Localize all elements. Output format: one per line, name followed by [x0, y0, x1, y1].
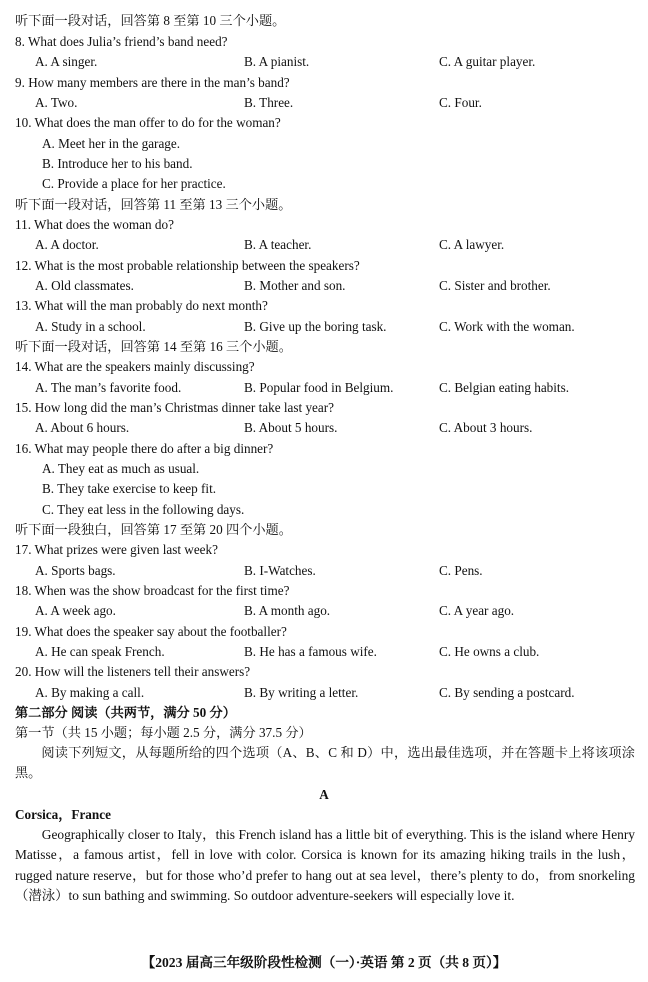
question-stem: 12. What is the most probable relationship between the speakers?	[15, 258, 360, 273]
option-row	[35, 93, 633, 113]
question-stem: 20. How will the listeners tell their answers?	[15, 664, 251, 679]
option-c: C. Belgian eating habits.	[439, 380, 570, 395]
question-stem: 13. What will the man probably do next month?	[15, 298, 268, 313]
question-stem: 10. What does the man offer to do for the woman?	[15, 115, 281, 130]
instruction: 阅读下列短文，从每题所给的四个选项（A、B、C 和 D）中，选出最佳选项，并在答题卡上将该项涂黑。	[15, 745, 635, 781]
option-row	[35, 52, 633, 72]
section-header: 听下面一段独白，回答第 17 至第 20 四个小题。	[15, 522, 292, 537]
option-row	[35, 418, 633, 438]
option-c: C. Sister and brother.	[439, 278, 551, 293]
option-c: C. A guitar player.	[439, 54, 536, 69]
option-b: B. They take exercise to keep fit.	[42, 481, 217, 496]
option-row	[35, 317, 633, 337]
section-header: 听下面一段对话，回答第 11 至第 13 三个小题。	[15, 197, 292, 212]
question-stem: 15. How long did the man’s Christmas dinner take last year?	[15, 400, 334, 415]
question-stem: 8. What does Julia’s friend’s band need?	[15, 34, 228, 49]
option-row	[35, 683, 633, 703]
section-header: 听下面一段对话，回答第 14 至第 16 三个小题。	[15, 339, 292, 354]
option-c: C. They eat less in the following days.	[42, 502, 245, 517]
question-stem: 11. What does the woman do?	[15, 217, 174, 232]
section-subtitle: 第一节（共 15 小题；每小题 2.5 分，满分 37.5 分）	[15, 725, 312, 740]
option-row	[35, 561, 633, 581]
option-b: B. Introduce her to his band.	[42, 156, 193, 171]
option-c: C. Provide a place for her practice.	[42, 176, 226, 191]
option-row	[35, 378, 633, 398]
section-header: 听下面一段对话，回答第 8 至第 10 三个小题。	[15, 13, 286, 28]
option-b: B. Give up the boring task.	[244, 319, 387, 334]
option-a: A. He can speak French.	[35, 644, 165, 659]
option-c: C. A year ago.	[439, 603, 515, 618]
option-c: C. Work with the woman.	[439, 319, 575, 334]
option-a: A. The man’s favorite food.	[35, 380, 182, 395]
option-a: A. Sports bags.	[35, 563, 116, 578]
option-b: B. About 5 hours.	[244, 420, 338, 435]
option-c: C. About 3 hours.	[439, 420, 533, 435]
question-stem: 17. What prizes were given last week?	[15, 542, 218, 557]
question-stem: 14. What are the speakers mainly discussing?	[15, 359, 255, 374]
option-row	[35, 276, 633, 296]
option-b: B. He has a famous wife.	[244, 644, 377, 659]
passage-title: Corsica，France	[15, 807, 111, 822]
question-stem: 19. What does the speaker say about the footballer?	[15, 624, 287, 639]
option-b: B. Mother and son.	[244, 278, 346, 293]
option-a: A. A week ago.	[35, 603, 116, 618]
option-b: B. A pianist.	[244, 54, 310, 69]
option-a: A. They eat as much as usual.	[42, 461, 200, 476]
option-row	[35, 601, 633, 621]
option-a: A. Meet her in the garage.	[42, 136, 181, 151]
option-a: A. A singer.	[35, 54, 98, 69]
option-a: A. About 6 hours.	[35, 420, 130, 435]
option-row	[35, 235, 633, 255]
option-c: C. By sending a postcard.	[439, 685, 575, 700]
question-stem: 18. When was the show broadcast for the first time?	[15, 583, 290, 598]
option-b: B. A teacher.	[244, 237, 312, 252]
option-c: C. He owns a club.	[439, 644, 540, 659]
option-row	[35, 642, 633, 662]
option-a: A. Old classmates.	[35, 278, 134, 293]
option-c: C. Four.	[439, 95, 482, 110]
passage-text: Geographically closer to Italy，this French island has a little bit of everything. This is the island where Henry Matisse，a famous artist，fell in love with color. Corsica is known for its amazing hiking trails in the lush，rugged nature reserve，but for those who’d prefer to hang out at sea level，there’s plenty to do，from snorkeling（潜泳）to sun bathing and swimming. So outdoor adventure-seekers will especially love it.	[15, 827, 635, 904]
option-a: A. By making a call.	[35, 685, 145, 700]
option-a: A. Two.	[35, 95, 78, 110]
option-b: B. Popular food in Belgium.	[244, 380, 394, 395]
option-b: B. I-Watches.	[244, 563, 316, 578]
part-title: 第二部分 阅读（共两节，满分 50 分）	[15, 705, 236, 720]
option-b: B. A month ago.	[244, 603, 331, 618]
question-stem: 9. How many members are there in the man’s band?	[15, 75, 290, 90]
question-stem: 16. What may people there do after a big dinner?	[15, 441, 274, 456]
passage-letter: A	[319, 787, 329, 802]
option-b: B. By writing a letter.	[244, 685, 359, 700]
option-c: C. A lawyer.	[439, 237, 505, 252]
option-a: A. A doctor.	[35, 237, 99, 252]
option-b: B. Three.	[244, 95, 294, 110]
page-footer: 【2023 届高三年级阶段性检测（一）·英语 第 2 页（共 8 页）】	[141, 955, 507, 970]
option-a: A. Study in a school.	[35, 319, 146, 334]
option-c: C. Pens.	[439, 563, 483, 578]
